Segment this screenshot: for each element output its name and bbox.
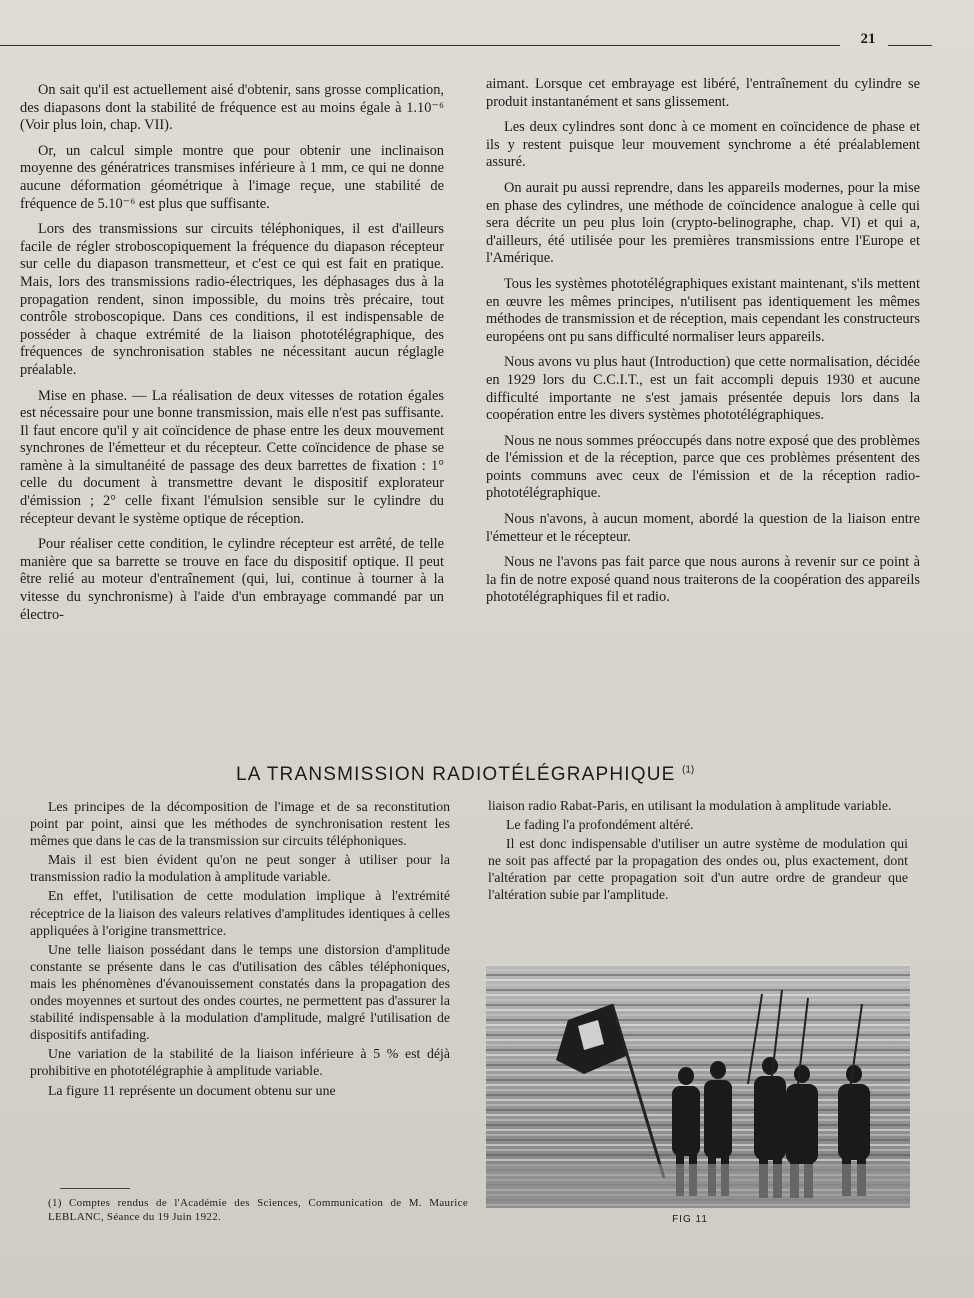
paragraph: La figure 11 représente un document obtenu sur une xyxy=(48,1082,336,1098)
section-title-text: LA TRANSMISSION RADIOTÉLÉGRAPHIQUE xyxy=(236,764,676,785)
paragraph: On sait qu'il est actuellement aisé d'obtenir, sans grosse complication, des diapasons dont la stabilité de fréquence est au moins égale à 1.10⁻⁶ (Voir plus loin, chap. VII). xyxy=(20,82,444,134)
paragraph: liaison radio Rabat-Paris, en utilisant la modulation à amplitude variable. xyxy=(488,798,892,813)
paragraph: Tous les systèmes phototélégraphiques existant maintenant, s'ils mettent en œuvre les mêmes principes, n'utilisent pas identiquement les mêmes méthodes de transmission et de réception, mais cependant les constructeurs européens ont pu sans difficulté normaliser leurs appareils. xyxy=(486,275,920,345)
right-column xyxy=(486,76,920,615)
paragraph: Pour réaliser cette condition, le cylindre récepteur est arrêté, de telle manière que sa barrette se trouve en face du dispositif optique. Il peut être relié au moteur d'entraînement (qui, lui, continue à tourner à la vitesse du synchronisme) à l'aide d'un embrayage commandé par un électro- xyxy=(20,536,444,623)
paragraph: Mise en phase. — La réalisation de deux vitesses de rotation égales est nécessaire pour une bonne transmission, mais elle n'est pas suffisante. Il faut encore qu'il y ait coïncidence de phase entre les deux mouvement synchrones de l'émetteur et du récepteur. Cette coïncidence de phase se ramène à la simultanéité de passage des deux barrettes de fixation : 1° celle du document à transmettre devant le dispositif explorateur d'émission ; 2° celle fixant l'émulsion sensible sur le cylindre du récepteur devant le système optique de réception. xyxy=(20,387,444,527)
section-title xyxy=(236,764,736,786)
paragraph: En effet, l'utilisation de cette modulation implique à l'extrémité réceptrice de la liaison des valeurs relatives d'amplitudes identiques à celles appliquées à l'origine transmettrice. xyxy=(30,888,450,938)
page-number: 21 xyxy=(860,31,876,47)
paragraph: Une telle liaison possédant dans le temps une distorsion d'amplitude constante se présente dans le cas d'utilisation des câbles téléphoniques, mais les phénomènes d'évanouissement constatés dans la propagation des ondes moyennes et surtout des ondes courtes, ne permettent pas d'assurer la stabilité indispensable à la modulation d'amplitude, malgré l'utilisation de dispositifs antifading. xyxy=(30,941,450,1043)
figure-caption: FIG 11 xyxy=(672,1214,708,1225)
footnote-rule xyxy=(60,1188,130,1189)
paragraph: Or, un calcul simple montre que pour obtenir une inclinaison moyenne des génératrices transmises inférieure à 1 mm, ce qui ne donne aucune déformation géométrique à l'image reçue, une stabilité de fréquence de 5.10⁻⁶ est plus que suffisante. xyxy=(20,142,444,212)
paragraph: Mais il est bien évident qu'on ne peut songer à utiliser pour la transmission radio la modulation à amplitude variable. xyxy=(30,852,450,885)
paragraph: Une variation de la stabilité de la liaison inférieure à 5 % est déjà prohibitive en phototélégraphie à amplitude variable. xyxy=(30,1046,450,1079)
paragraph: Lors des transmissions sur circuits téléphoniques, il est d'ailleurs facile de régler stroboscopiquement la fréquence du diapason récepteur sur celle du diapason transmetteur, et c'est ce qui est fait en pratique. Mais, lors des transmissions radio-électriques, les déphasages dus à la propagation rendent, sinon impossible, du moins très précaire, tout contrôle stroboscopique. Dans ces conditions, il est indispensable de posséder à chaque extrémité de la liaison phototélégraphique, des fréquences de synchronisation stables ne nécessitant aucun réglagle préalable. xyxy=(20,221,444,378)
section-right-column xyxy=(488,797,908,906)
footnote: (1) Comptes rendus de l'Académie des Sciences, Communication de M. Maurice LEBLANC, Séance du 19 Juin 1922. xyxy=(48,1197,468,1223)
paragraph: Nous n'avons, à aucun moment, abordé la question de la liaison entre l'émetteur et le récepteur. xyxy=(486,511,920,545)
paragraph: On aurait pu aussi reprendre, dans les appareils modernes, pour la mise en phase des cylindres, une méthode de coïncidence analogue à celle qui sera décrite un peu plus loin (crypto-belinographe, chap. VI) et qui a, d'ailleurs, été utilisée pour les premières transmissions entre l'Europe et l'Amérique. xyxy=(486,179,920,267)
figure-11-photo xyxy=(486,964,910,1208)
header-rule-left xyxy=(0,45,840,46)
paragraph: Nous ne nous sommes préoccupés dans notre exposé que des problèmes de l'émission et de la réception, parce que ces problèmes présentent des points communs avec ceux de l'émission et de la réception radio-phototélégraphique. xyxy=(486,432,920,502)
paragraph: Les principes de la décomposition de l'image et de sa reconstitution point par point, ainsi que les méthodes de synchronisation restent les mêmes que dans le cas de la transmission sur circuits téléphoniques. xyxy=(30,799,450,849)
faded-photo-illustration xyxy=(486,964,910,1208)
left-column xyxy=(20,82,444,632)
section-left-column xyxy=(30,798,450,1101)
paragraph: aimant. Lorsque cet embrayage est libéré, l'entraînement du cylindre se produit instantanément et sans glissement. xyxy=(486,76,920,110)
header-rule-right xyxy=(888,45,932,46)
section-title-note: (1) xyxy=(682,764,695,776)
paragraph: Le fading l'a profondément altéré. xyxy=(506,817,694,833)
paragraph: Nous ne l'avons pas fait parce que nous aurons à revenir sur ce point à la fin de notre exposé quand nous traiterons de la coopération des appareils phototélégraphiques fil et radio. xyxy=(486,554,920,606)
paragraph: Nous avons vu plus haut (Introduction) que cette normalisation, décidée en 1929 lors du C.C.I.T., est un fait accompli depuis 1930 et aucune difficulté importante ne s'est jamais présentée depuis lors dans la coopération entre les divers systèmes phototélégraphiques. xyxy=(486,354,920,424)
paragraph: Les deux cylindres sont donc à ce moment en coïncidence de phase et ils y restent puisque leur mouvement synchrome a été préalablement assuré. xyxy=(486,119,920,171)
paragraph: Il est donc indispensable d'utiliser un autre système de modulation qui ne soit pas affecté par la propagation des ondes ou, plus exactement, dont l'altération par cette propagation soit d'un autre ordre de grandeur que l'altération subie par l'amplitude. xyxy=(488,836,908,903)
